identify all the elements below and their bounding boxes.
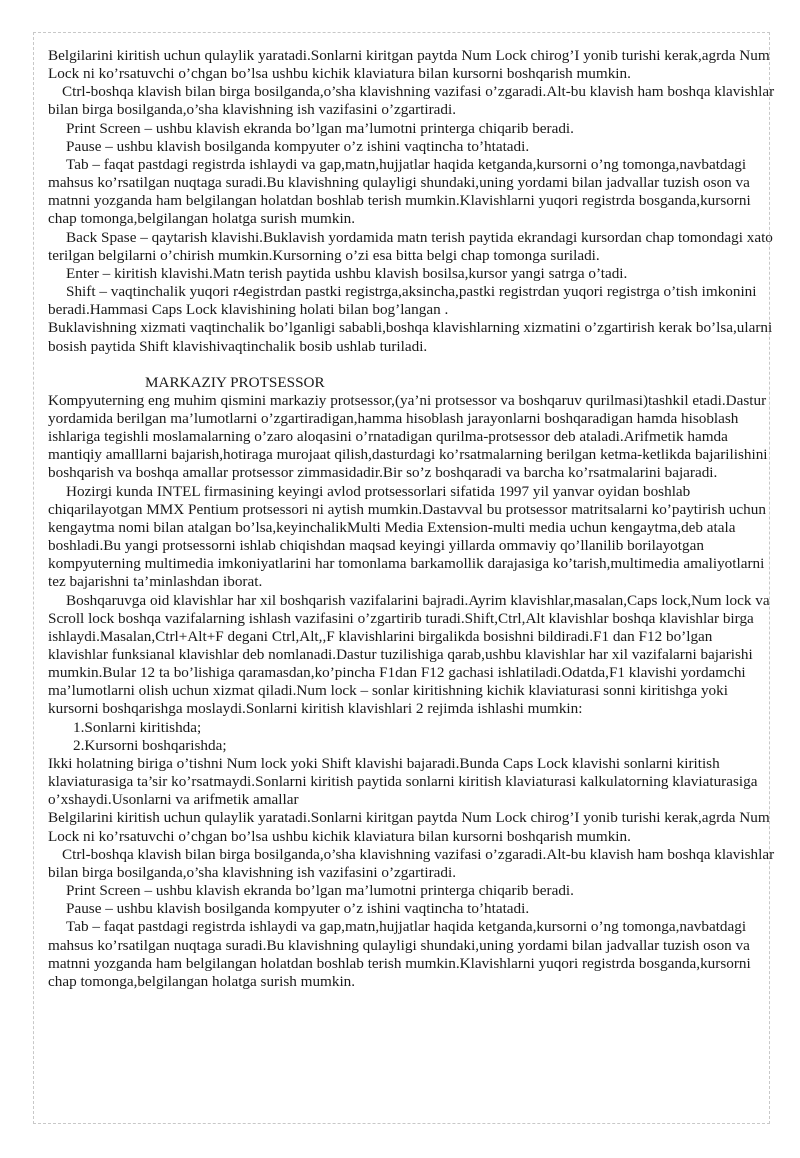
paragraph: Print Screen – ushbu klavish ekranda bo’lgan ma’lumotni printerga chiqarib beradi. xyxy=(66,119,574,137)
paragraph: Buklavishning xizmati vaqtinchalik bo’lganligi sababli,boshqa klavishlarning xizmatini o’zgartirish kerak bo’lsa,ularni bosish paytida Shift klavishivaqtinchalik bosib ushlab turiladi. xyxy=(48,319,773,355)
section-heading: MARKAZIY PROTSESSOR xyxy=(145,373,325,391)
paragraph: Ikki holatning biriga o’tishni Num lock yoki Shift klavishi bajaradi.Bunda Caps Lock klavishi sonlarni kiritish klaviaturasiga ta’sir ko’rsatmaydi.Sonlarni kiritish paytida sonlarni kiritish klaviaturasi kalkulatorning klaviaturasiga o’xshaydi.Usonlarni va arifmetik amallar xyxy=(48,754,758,809)
paragraph: Enter – kiritish klavishi.Matn terish paytida ushbu klavish bosilsa,kursor yangi satrga o’tadi. xyxy=(66,264,628,282)
paragraph: Tab – faqat pastdagi registrda ishlaydi va gap,matn,hujjatlar haqida ketganda,kursorni o’ng tomonga,navbatdagi mahsus ko’rsatilgan nuqtaga suradi.Bu klavishning qulayligi shundaki,uning yordami bilan jadvallar tuzish oson va matnni yozganda ham belgilangan holatdan boshlab terish mumkin.Klavishlarni yuqori registrda bosganda,kursorni chap tomonga,belgilangan holatga surish mumkin. xyxy=(48,918,751,990)
paragraph: Tab – faqat pastdagi registrda ishlaydi va gap,matn,hujjatlar haqida ketganda,kursorni o’ng tomonga,navbatdagi mahsus ko’rsatilgan nuqtaga suradi.Bu klavishning qulayligi shundaki,uning yordami bilan jadvallar tuzish oson va matnni yozganda ham belgilangan holatdan boshlab terish mumkin.Klavishlarni yuqori registrda bosganda,kursorni chap tomonga,belgilangan holatga surish mumkin. xyxy=(48,155,751,228)
paragraph: Hozirgi kunda INTEL firmasining keyingi avlod protsessorlari sifatida 1997 yil yanvar oyidan boshlab chiqarilayotgan MMX Pentium protsessori ni aytish mumkin.Dastavval bu protsessor matritsalarni ko’paytirish uchun kengaytma nomi bilan atalgan bo’lsa,keyinchalikMulti Media Extension-multi media uchun kengaytma,deb atala boshladi.Bu yangi protsessorni ishlab chiqishdan maqsad keyingi yillarda ommaviy qo’llanilib borilayotgan kompyuterning multimedia imkoniyatlarini har tomonlama barkamollik darajasiga ko’tarish,multimedia amaliyotlarni tez bajarishni ta’minlashdan iborat. xyxy=(48,482,766,591)
paragraph: Belgilarini kiritish uchun qulaylik yaratadi.Sonlarni kiritgan paytda Num Lock chirog’I yonib turishi kerak,agrda Num Lock ni ko’rsatuvchi o’chgan bo’lsa ushbu kichik klaviatura bilan kursorni boshqarish mumkin. xyxy=(48,809,770,845)
document-body xyxy=(48,47,776,991)
list-item: 2.Kursorni boshqarishda; xyxy=(73,736,227,754)
paragraph: Shift – vaqtinchalik yuqori r4egistrdan pastki registrga,aksincha,pastki registrdan yuqori registrga o’tish imkonini beradi.Hammasi Caps Lock klavishining holati bilan bog’langan . xyxy=(48,283,757,319)
paragraph: Pause – ushbu klavish bosilganda kompyuter o’z ishini vaqtincha to’htatadi. xyxy=(66,137,530,155)
paragraph: Ctrl-boshqa klavish bilan birga bosilganda,o’sha klavishning vazifasi o’zgaradi.Alt-bu klavish ham boshqa klavishlar bilan birga bosilganda,o’sha klavishning ish vazifasini o’zgartiradi. xyxy=(48,845,775,881)
paragraph: Boshqaruvga oid klavishlar har xil boshqarish vazifalarini bajradi.Ayrim klavishlar,masalan,Caps lock,Num lock va Scroll lock boshqa vazifalarning ishlash vazifasini o’zgartirib turadi.Shift,Ctrl,Alt klavishlar boshqa klavishlar birga ishlaydi.Masalan,Ctrl+Alt+F degani Ctrl,Alt,,F klavishlarini birgalikda bosishni bildiradi.F1 dan F12 bo’lgan klavishlar funksianal klavishlar deb nomlanadi.Dastur tuzilishiga qarab,ushbu klavishlar har xil vazifalarni bajarishi mumkin.Bular 12 ta bo’lishiga qaramasdan,ko’pincha F1dan F12 gachasi ishlatiladi.Odatda,F1 klavishi yordamchi ma’lumotlarni olish uchun xizmat qiladi.Num lock – sonlar kiritishning kichik klaviaturasi sonni kiritishga yoki kursorni boshqarishga moslaydi.Sonlarni kiritish klavishlari 2 rejimda ishlashi mumkin: xyxy=(48,591,770,718)
paragraph: Ctrl-boshqa klavish bilan birga bosilganda,o’sha klavishning vazifasi o’zgaradi.Alt-bu klavish ham boshqa klavishlar bilan birga bosilganda,o’sha klavishning ish vazifasini o’zgartiradi. xyxy=(48,83,775,119)
paragraph: Kompyuterning eng muhim qismini markaziy protsessor,(ya’ni protsessor va boshqaruv qurilmasi)tashkil etadi.Dastur yordamida berilgan ma’lumotlarni o’zgartiradigan,hamma hisoblash jarayonlarni boshqaradigan hamda hisoblash ishlariga tegishli moslamalarning o’zaro aloqasini o’rnatadigan qurilma-protsessor deb ataladi.Arifmetik hamda mantiqiy amalllarni bajarish,hotiraga murojaat qilish,dasturdagi ko’rsatmalarning berilgan ketma-ketlikda bajarilishini boshqarish va boshqa amallar protsessor zimmasidadir.Bir so’z boshqaradi va barcha ko’rsatmalarini bajaradi. xyxy=(48,391,768,482)
paragraph: Belgilarini kiritish uchun qulaylik yaratadi.Sonlarni kiritgan paytda Num Lock chirog’I yonib turishi kerak,agrda Num Lock ni ko’rsatuvchi o’chgan bo’lsa ushbu kichik klaviatura bilan kursorni boshqarish mumkin. xyxy=(48,47,770,83)
list-item: 1.Sonlarni kiritishda; xyxy=(73,718,202,736)
paragraph: Back Spase – qaytarish klavishi.Buklavish yordamida matn terish paytida ekrandagi kursordan chap tomondagi xato terilgan belgilarni o’chirish mumkin.Kursorning o’zi esa bitta belgi chap tomonga suriladi. xyxy=(48,228,773,264)
paragraph: Print Screen – ushbu klavish ekranda bo’lgan ma’lumotni printerga chiqarib beradi. xyxy=(66,882,574,900)
paragraph: Pause – ushbu klavish bosilganda kompyuter o’z ishini vaqtincha to’htatadi. xyxy=(66,900,530,918)
